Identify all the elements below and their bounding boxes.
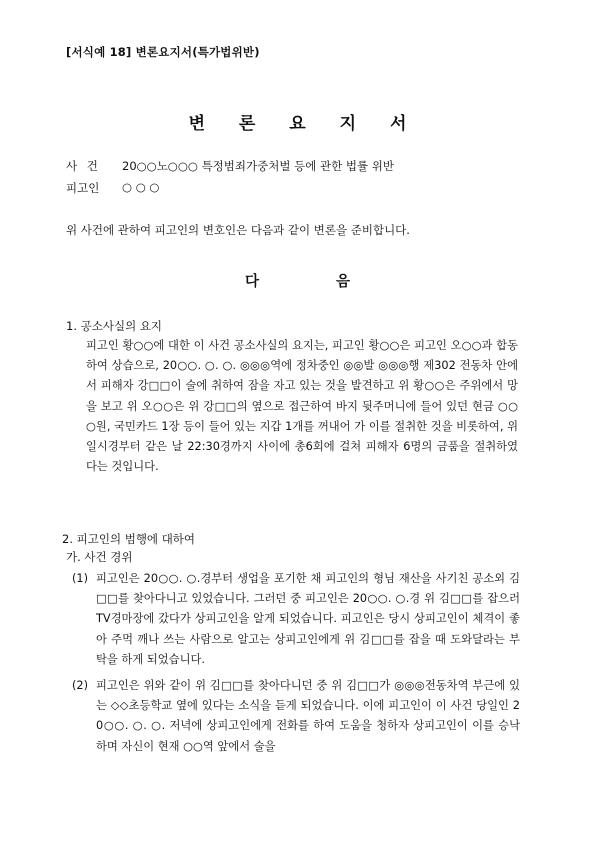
case-label: 사 건: [66, 159, 101, 173]
list-item: [72, 676, 520, 757]
case-row: [66, 158, 394, 174]
item-text: 피고인은 위와 같이 위 김□□를 찾아다니던 중 위 김□□가 ◎◎◎전동차역 부근에 있는 ◇◇초등학교 옆에 있다는 소식을 듣게 되었습니다. 이에 피고인이 이 사건 당일인 20○○. ○. ○. 저녁에 상피고인에게 전화를 하여 도움을 청하자 상피고인이 이를 승낙하며 자신이 현재 ○○역 앞에서 술을: [96, 679, 520, 753]
list-item: [72, 569, 520, 670]
defendant-row: [66, 180, 159, 196]
form-label: [서식예 18] 변론요지서(특가법위반): [66, 45, 260, 59]
section2-title: 2. 피고인의 범행에 대하여: [62, 532, 196, 546]
defendant-value: ○ ○ ○: [122, 180, 160, 194]
section-heading: 다 음: [244, 274, 387, 290]
section1-body: 피고인 황○○에 대한 이 사건 공소사실의 요지는, 피고인 황○○은 피고인 오○○과 합동하여 상습으로, 20○○. ○. ○. ◎◎◎역에 정차중인 ◎◎발 ◎◎◎행 제302 전동차 안에서 피해자 강□□이 술에 취하여 잠을 자고 있는 것을 발견하고 위 황○○은 주위에서 망을 보고 위 오○○은 위 강□□의 옆으로 접근하여 바지 뒷주머니에 들어 있던 현금 ○○○원, 국민카드 1장 등이 들어 있는 지갑 1개를 꺼내어 가 이를 절취한 것을 비롯하여, 위 일시경부터 같은 날 22:30경까지 사이에 총6회에 걸쳐 피해자 6명의 금품을 절취하였다는 것입니다.: [86, 339, 518, 474]
section1-title: 1. 공소사실의 요지: [66, 319, 163, 333]
item-text: 피고인은 20○○. ○.경부터 생업을 포기한 채 피고인의 형님 재산을 사기친 공소외 김□□를 찾아다니고 있었습니다. 그러던 중 피고인은 20○○. ○.경 위 김□□를 잡으러 TV경마장에 갔다가 상피고인을 알게 되었습니다. 피고인은 당시 상피고인이 체격이 좋아 주먹 깨나 쓰는 사람으로 알고는 상피고인에게 위 김□□를 잡을 때 도와달라는 부탁을 하게 되었습니다.: [96, 572, 520, 666]
document-title: 변 론 요 지 서: [188, 114, 421, 134]
item-number: (1): [72, 572, 89, 585]
section2-sub-a: 가. 사건 경위: [66, 550, 133, 564]
case-value: 20○○노○○○ 특정범죄가중처벌 등에 관한 법률 위반: [122, 159, 394, 173]
intro-text: 위 사건에 관하여 피고인의 변호인은 다음과 같이 변론을 준비합니다.: [66, 223, 410, 237]
item-number: (2): [72, 679, 89, 692]
defendant-label: 피고인: [66, 181, 100, 195]
